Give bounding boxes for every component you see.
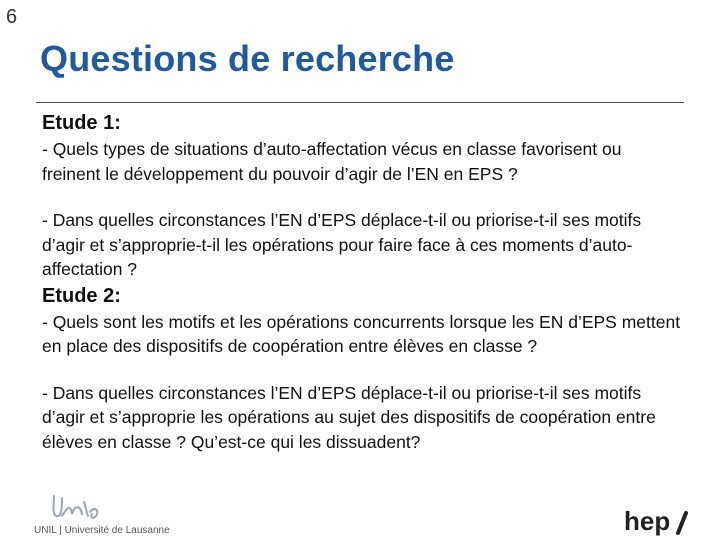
- unil-logo-text: UNIL | Université de Lausanne: [34, 525, 170, 536]
- slide-content: [42, 112, 685, 454]
- unil-logo: [32, 490, 222, 538]
- hep-logo: [624, 505, 688, 537]
- slide-number: 6: [6, 6, 18, 28]
- study2-question-1: - Quels sont les motifs et les opérations concurrents lorsque les EN d’EPS mettent en place des dispositifs de coopération entre élèves en classe ?: [42, 311, 685, 356]
- study2-question-2: - Dans quelles circonstances l’EN d’EPS déplace-t-il ou priorise-t-il ses motifs d’agir et s’approprie les opérations au sujet des dispositifs de coopération entre élèves en classe ? Qu’est-ce qui les dissuadent?: [42, 382, 661, 452]
- study1-question-1: - Quels types de situations d’auto-affectation vécus en classe favorisent ou freinent le développement du pouvoir d’agir de l’EN en EPS ?: [42, 139, 627, 184]
- study1-heading: Etude 1:: [42, 112, 121, 134]
- title-divider: [36, 102, 684, 103]
- hep-logo-text: hep: [624, 506, 671, 536]
- study1-question-2: - Dans quelles circonstances l’EN d’EPS déplace-t-il ou priorise-t-il ses motifs d’agir et s’approprie-t-il les opérations pour faire face à ces moments d’auto-affectation ?: [42, 210, 646, 279]
- page-title: Questions de recherche: [40, 38, 455, 79]
- study2-heading: Etude 2:: [42, 284, 121, 307]
